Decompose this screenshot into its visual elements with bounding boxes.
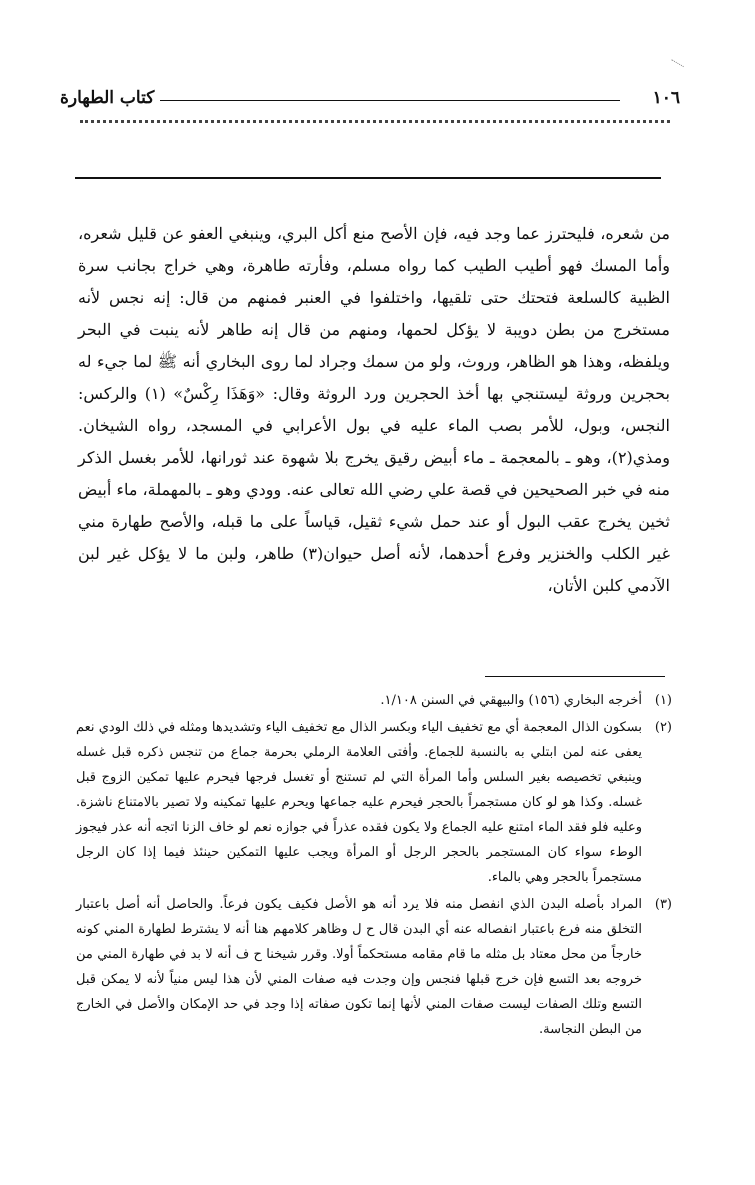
footnotes — [76, 688, 672, 1044]
dotted-separator — [80, 120, 670, 143]
footnote-text: بسكون الذال المعجمة أي مع تخفيف الياء وبكسر الذال مع تخفيف الياء وتشديدها ومثله في ذلك الودي نعم يعفى عنه لمن ابتلي به بالنسبة للجماع. وأفتى العلامة الرملي بحرمة جماع من تنجس ذكره قبل غسله وينبغي تخصيصه بغير السلس وأما المرأة التي لم تستنج أو تغسل فرجها فيحرم عليها تمكين الزوج قبل غسله. وكذا هو لو كان مستجمراً بالحجر فيحرم عليه جماعها ويحرم عليها تمكينه ولا تصير بالامتناع ناشزة. وعليه فلو فقد الماء امتنع عليه الجماع ولا يكون فقده عذراً في جوازه نعم لو خاف الزنا اتجه أنه عذر فيجوز الوطء سواء كان المستجمر بالحجر الرجل أو المرأة ويجب عليها التمكين حينئذ فيما إذا كان الرجل مستجمراً بالحجر وهي بالماء. — [76, 720, 642, 885]
footnote-text: أخرجه البخاري (١٥٦) والبيهقي في السنن ١/١٠٨. — [380, 693, 642, 708]
footnote-text: المراد بأصله البدن الذي انفصل منه فلا يرد أنه هو الأصل فكيف يكون فرعاً. والحاصل أنه أصل باعتبار التخلق منه فرع باعتبار انفصاله عنه أي البدن قال ح ل وظاهر كلامهم هنا أنه لا يشترط لطهارة المني كونه خارجاً من محل معتاد بل مثله ما قام مقامه مستحكماً أولا. وقرر شيخنا ح ف أنه لا بد في طهارة المني من خروجه بعد التسع فإن خرج قبلها فنجس وإن وجدت فيه صفات المني لأن هذا ليس منياً لأنه لا يمكن قبل التسع وتلك الصفات ليست صفات المني لأنها إنما تكون صفاته إذا وجد في حد الإمكان والأصل في الخارج من البطن النجاسة. — [76, 897, 642, 1037]
footnote-number: (٣) — [654, 897, 672, 912]
main-text — [78, 218, 670, 602]
header-rule — [160, 100, 620, 101]
page-number: ١٠٦ — [652, 88, 680, 108]
footnote-rule — [485, 676, 665, 677]
main-paragraph: من شعره، فليحترز عما وجد فيه، فإن الأصح منع أكل البري، وينبغي العفو عن قليل شعره، وأما المسك فهو أطيب الطيب كما رواه مسلم، وفأرته طاهرة، وهي خراج بجانب سرة الظبية كالسلعة فتحتك حتى تلقيها، واختلفوا في العنبر فمنهم من قال: إنه نجس لأنه مستخرج من بطن دويبة لا يؤكل لحمها، ومنهم من قال إنه طاهر لأنه ينبت في البحر ويلفظه، وهذا هو الظاهر، وروث، ولو من سمك وجراد لما روى البخاري أنه ﷺ لما جيء له بحجرين وروثة ليستنجي بها أخذ الحجرين ورد الروثة وقال: «وَهَذَا رِكْسٌ» (١) والركس: النجس، وبول، للأمر بصب الماء عليه في بول الأعرابي في المسجد، رواه الشيخان. ومذي(٢)، وهو ـ بالمعجمة ـ ماء أبيض رقيق يخرج بلا شهوة عند ثورانها، للأمر بغسل الذكر منه في خبر الصحيحين في قصة علي رضي الله تعالى عنه. وودي وهو ـ بالمهملة، ماء أبيض ثخين يخرج عقب البول أو عند حمل شيء ثقيل، قياساً على ما قبله، والأصح طهارة مني غير الكلب والخنزير وفرع أحدهما، لأنه أصل حيوان(٣) طاهر، ولبن ما لا يؤكل غير لبن الآدمي كلبن الأتان، — [78, 224, 671, 595]
footnote-1 — [76, 688, 672, 713]
scan-speck — [666, 59, 684, 76]
main-rule — [75, 177, 661, 179]
footnote-number: (٢) — [654, 720, 672, 735]
footnote-2 — [76, 715, 672, 890]
page-header — [60, 86, 680, 110]
footnote-3 — [76, 892, 672, 1042]
footnote-number: (١) — [654, 693, 672, 708]
book-title: كتاب الطهارة — [60, 88, 155, 108]
